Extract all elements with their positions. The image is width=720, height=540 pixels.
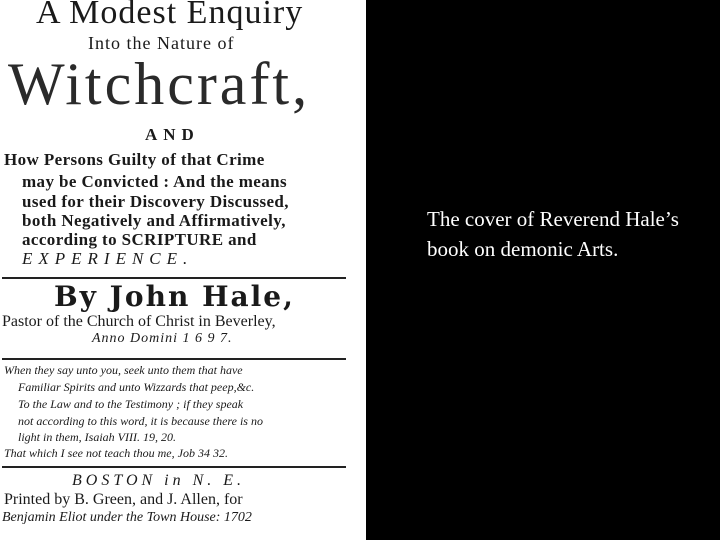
imprint-printers: Printed by B. Green, and J. Allen, for <box>4 491 243 508</box>
quote-line: That which I see not teach thou me, Job 34 32. <box>4 446 228 460</box>
divider <box>2 358 346 360</box>
pastor-line: Pastor of the Church of Christ in Beverley, <box>2 313 276 330</box>
title-line-1: A Modest Enquiry <box>36 0 304 31</box>
anno-domini-line: Anno Domini 1 6 9 7. <box>92 331 233 346</box>
body-line: according to SCRIPTURE and <box>22 230 257 249</box>
body-line: both Negatively and Affirmatively, <box>22 211 286 230</box>
body-line: EXPERIENCE. <box>22 249 194 268</box>
title-line-2: Into the Nature of <box>88 33 235 53</box>
author-byline: By John Hale, <box>54 280 295 313</box>
divider <box>2 277 346 279</box>
quote-line: To the Law and to the Testimony ; if they speak <box>18 397 244 411</box>
title-line-3: Witchcraft, <box>8 51 311 117</box>
quote-line: Familiar Spirits and unto Wizzards that peep,&c. <box>18 380 255 394</box>
body-line: used for their Discovery Discussed, <box>22 192 289 211</box>
imprint-place: BOSTON in N. E. <box>72 472 246 489</box>
quote-line: not according to this word, it is because there is no <box>18 414 263 428</box>
divider <box>2 466 346 468</box>
quote-line: When they say unto you, seek unto them that have <box>4 363 243 377</box>
and-heading: AND <box>145 125 200 144</box>
slide-caption: The cover of Reverend Hale’s book on demonic Arts. <box>427 207 679 261</box>
body-line: How Persons Guilty of that Crime <box>4 150 265 169</box>
imprint-bookseller: Benjamin Eliot under the Town House: 1702 <box>2 510 252 525</box>
body-line: may be Convicted : And the means <box>22 172 287 191</box>
quote-line: light in them, Isaiah VIII. 19, 20. <box>18 430 176 444</box>
